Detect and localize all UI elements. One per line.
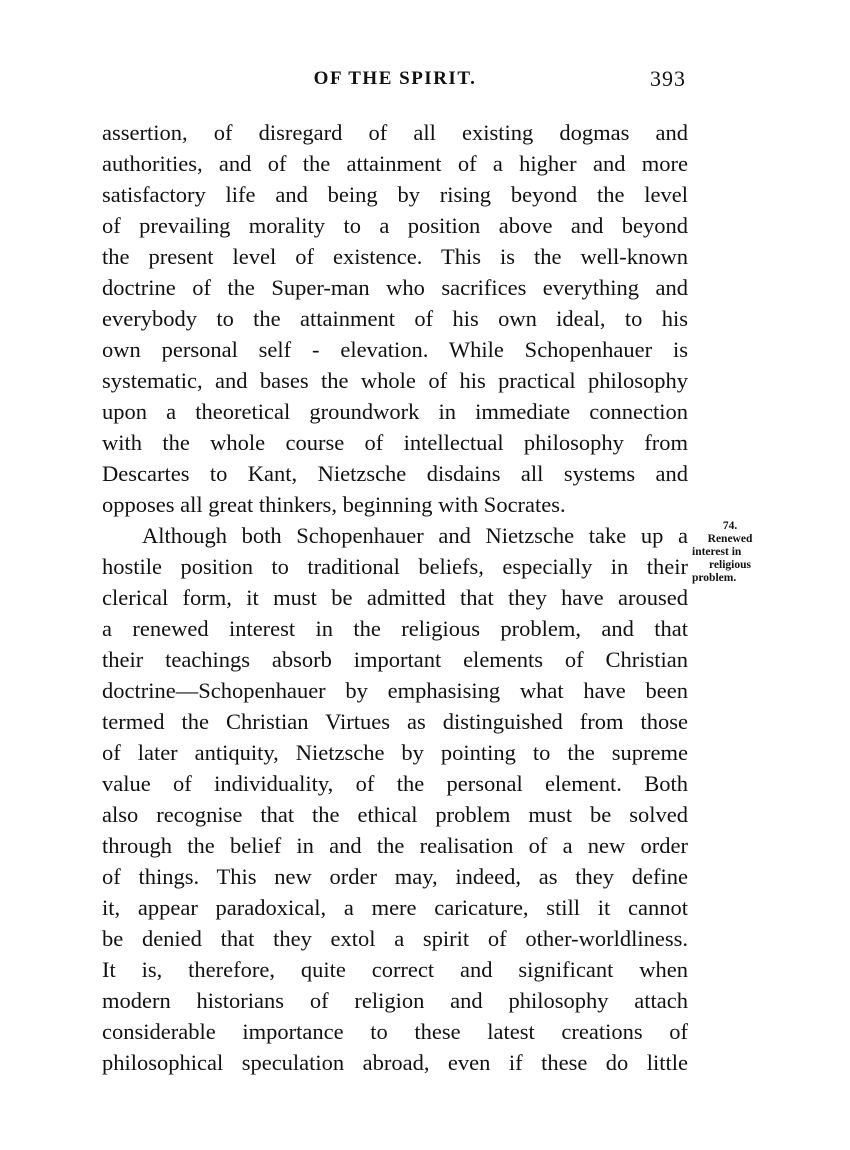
- text-line: satisfactory life and being by rising beyond the level: [102, 182, 688, 207]
- text-line: doctrine of the Super-man who sacrifices everything and: [102, 275, 688, 300]
- paragraph-first-line: Although both Schopenhauer and Nietzsche take up a: [142, 523, 688, 548]
- marginal-note-line: religious: [709, 559, 751, 571]
- text-line: value of individuality, of the personal element. Both: [102, 771, 688, 796]
- text-line: clerical form, it must be admitted that they have aroused: [102, 585, 688, 610]
- text-line: It is, therefore, quite correct and significant when: [102, 957, 688, 982]
- marginal-note-line: problem.: [692, 572, 737, 584]
- text-line: authorities, and of the attainment of a higher and more: [102, 151, 688, 176]
- text-line: own personal self - elevation. While Schopenhauer is: [102, 337, 688, 362]
- text-line: opposes all great thinkers, beginning with Socrates.: [102, 492, 566, 517]
- text-line: upon a theoretical groundwork in immediate connection: [102, 399, 688, 424]
- text-line: of prevailing morality to a position above and beyond: [102, 213, 688, 238]
- page-number: 393: [650, 66, 686, 91]
- text-line: hostile position to traditional beliefs, especially in their: [102, 554, 688, 579]
- marginal-note-number: 74.: [722, 520, 738, 532]
- text-line: systematic, and bases the whole of his practical philosophy: [102, 368, 688, 393]
- text-line: Descartes to Kant, Nietzsche disdains all systems and: [102, 461, 688, 486]
- text-line: assertion, of disregard of all existing dogmas and: [102, 120, 688, 145]
- running-title: OF THE SPIRIT.: [313, 68, 477, 89]
- marginal-note-line: Renewed: [707, 533, 753, 545]
- text-line: the present level of existence. This is the well-known: [102, 244, 688, 269]
- text-line: of later antiquity, Nietzsche by pointing to the supreme: [102, 740, 688, 765]
- text-line: philosophical speculation abroad, even if these do little: [102, 1050, 688, 1075]
- text-line: considerable importance to these latest creations of: [102, 1019, 688, 1044]
- text-line: also recognise that the ethical problem must be solved: [102, 802, 688, 827]
- running-head: [102, 66, 688, 96]
- text-line: it, appear paradoxical, a mere caricature, still it cannot: [102, 895, 688, 920]
- marginal-note-line: interest in: [692, 546, 742, 558]
- text-line: a renewed interest in the religious problem, and that: [102, 616, 688, 641]
- text-line: with the whole course of intellectual philosophy from: [102, 430, 688, 455]
- text-line: modern historians of religion and philosophy attach: [102, 988, 688, 1013]
- text-line: termed the Christian Virtues as distinguished from those: [102, 709, 688, 734]
- text-line: be denied that they extol a spirit of other-worldliness.: [102, 926, 688, 951]
- text-line: doctrine—Schopenhauer by emphasising what have been: [102, 678, 688, 703]
- marginal-note: [692, 520, 768, 585]
- text-line: of things. This new order may, indeed, as they define: [102, 864, 688, 889]
- text-line: everybody to the attainment of his own ideal, to his: [102, 306, 688, 331]
- body-text: [102, 117, 688, 1078]
- text-line: through the belief in and the realisation of a new order: [102, 833, 688, 858]
- text-line: their teachings absorb important elements of Christian: [102, 647, 688, 672]
